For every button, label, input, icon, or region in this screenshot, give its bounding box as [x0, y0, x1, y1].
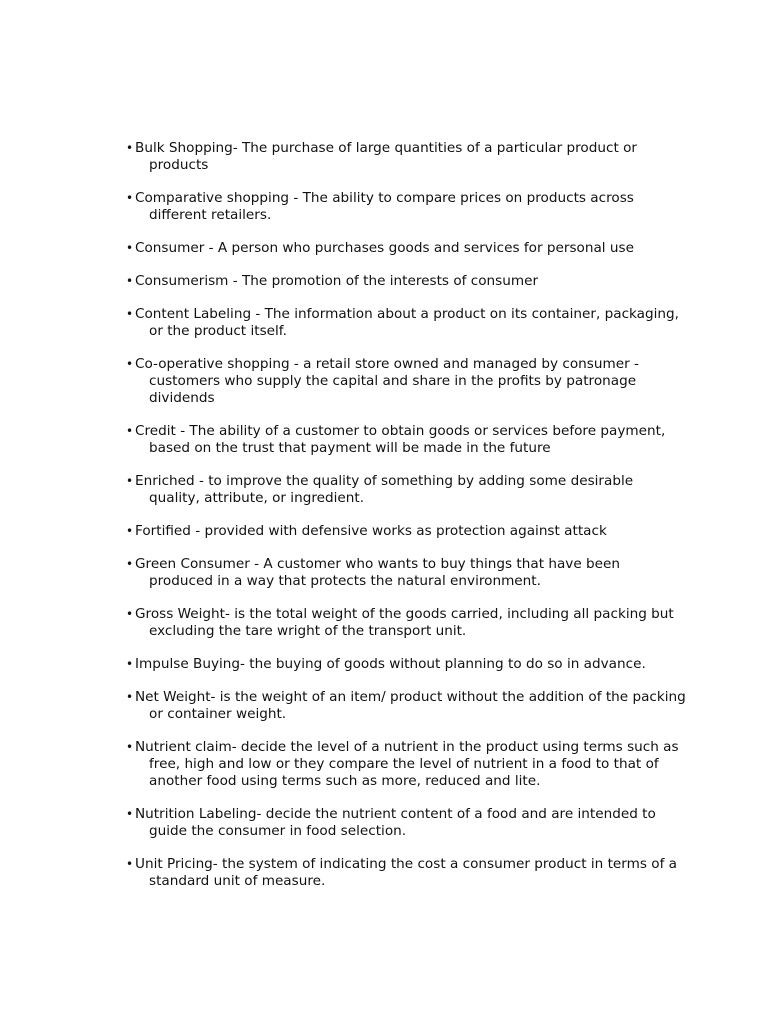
bullet-icon: • [126, 240, 134, 255]
term-definition: Content Labeling - The information about a product on its container, packaging, or the product itself. [135, 306, 679, 340]
glossary-list [126, 140, 686, 906]
bullet-icon: • [126, 807, 134, 822]
list-item [126, 473, 686, 507]
bullet-icon: • [126, 357, 134, 372]
list-item [126, 523, 686, 540]
bullet-icon: • [126, 740, 134, 755]
list-item [126, 806, 686, 840]
term-definition: Credit - The ability of a customer to obtain goods or services before payment, based on the trust that payment will be made in the future [135, 423, 666, 456]
term-definition: Unit Pricing- the system of indicating the cost a consumer product in terms of a standard unit of measure. [135, 856, 678, 889]
bullet-icon: • [126, 607, 134, 622]
bullet-icon: • [126, 557, 134, 572]
list-item [126, 656, 686, 673]
bullet-icon: • [126, 141, 134, 155]
list-item [126, 240, 686, 257]
list-item [126, 273, 686, 290]
list-item [126, 556, 686, 590]
list-item [126, 306, 686, 340]
bullet-icon: • [126, 274, 134, 289]
list-item [126, 856, 686, 890]
term-definition: Gross Weight- is the total weight of the goods carried, including all packing but excluding the tare wright of the transport unit. [135, 606, 674, 640]
list-item [126, 190, 686, 224]
term-definition: Nutrient claim- decide the level of a nutrient in the product using terms such as free, high and low or they compare the level of nutrient in a food to that of another food using terms such as more, reduced and lite. [135, 739, 679, 789]
list-item [126, 689, 686, 723]
term-definition: Consumer - A person who purchases goods and services for personal use [135, 239, 634, 256]
term-definition: Co-operative shopping - a retail store owned and managed by consumer - customers who supply the capital and share in the profits by patronage dividends [135, 356, 639, 406]
term-definition: Consumerism - The promotion of the interests of consumer [135, 273, 539, 290]
bullet-icon: • [126, 657, 134, 672]
term-definition: Comparative shopping - The ability to compare prices on products across different retailers. [135, 189, 634, 223]
bullet-icon: • [126, 690, 134, 705]
term-definition: Enriched - to improve the quality of something by adding some desirable quality, attribute, or ingredient. [135, 473, 634, 506]
term-definition: Bulk Shopping- The purchase of large quantities of a particular product or products [135, 140, 638, 173]
term-definition: Fortified - provided with defensive works as protection against attack [135, 523, 607, 540]
bullet-icon: • [126, 190, 134, 205]
term-definition: Net Weight- is the weight of an item/ product without the addition of the packing or container weight. [135, 689, 686, 723]
bullet-icon: • [126, 857, 134, 872]
term-definition: Green Consumer - A customer who wants to buy things that have been produced in a way that protects the natural environment. [135, 556, 620, 590]
list-item [126, 423, 686, 457]
term-definition: Nutrition Labeling- decide the nutrient content of a food and are intended to guide the consumer in food selection. [135, 806, 656, 839]
bullet-icon: • [126, 424, 134, 439]
bullet-icon: • [126, 524, 134, 539]
list-item [126, 606, 686, 640]
bullet-icon: • [126, 307, 134, 322]
list-item [126, 140, 686, 174]
list-item [126, 356, 686, 406]
list-item [126, 739, 686, 789]
bullet-icon: • [126, 474, 134, 489]
term-definition: Impulse Buying- the buying of goods without planning to do so in advance. [135, 656, 646, 673]
